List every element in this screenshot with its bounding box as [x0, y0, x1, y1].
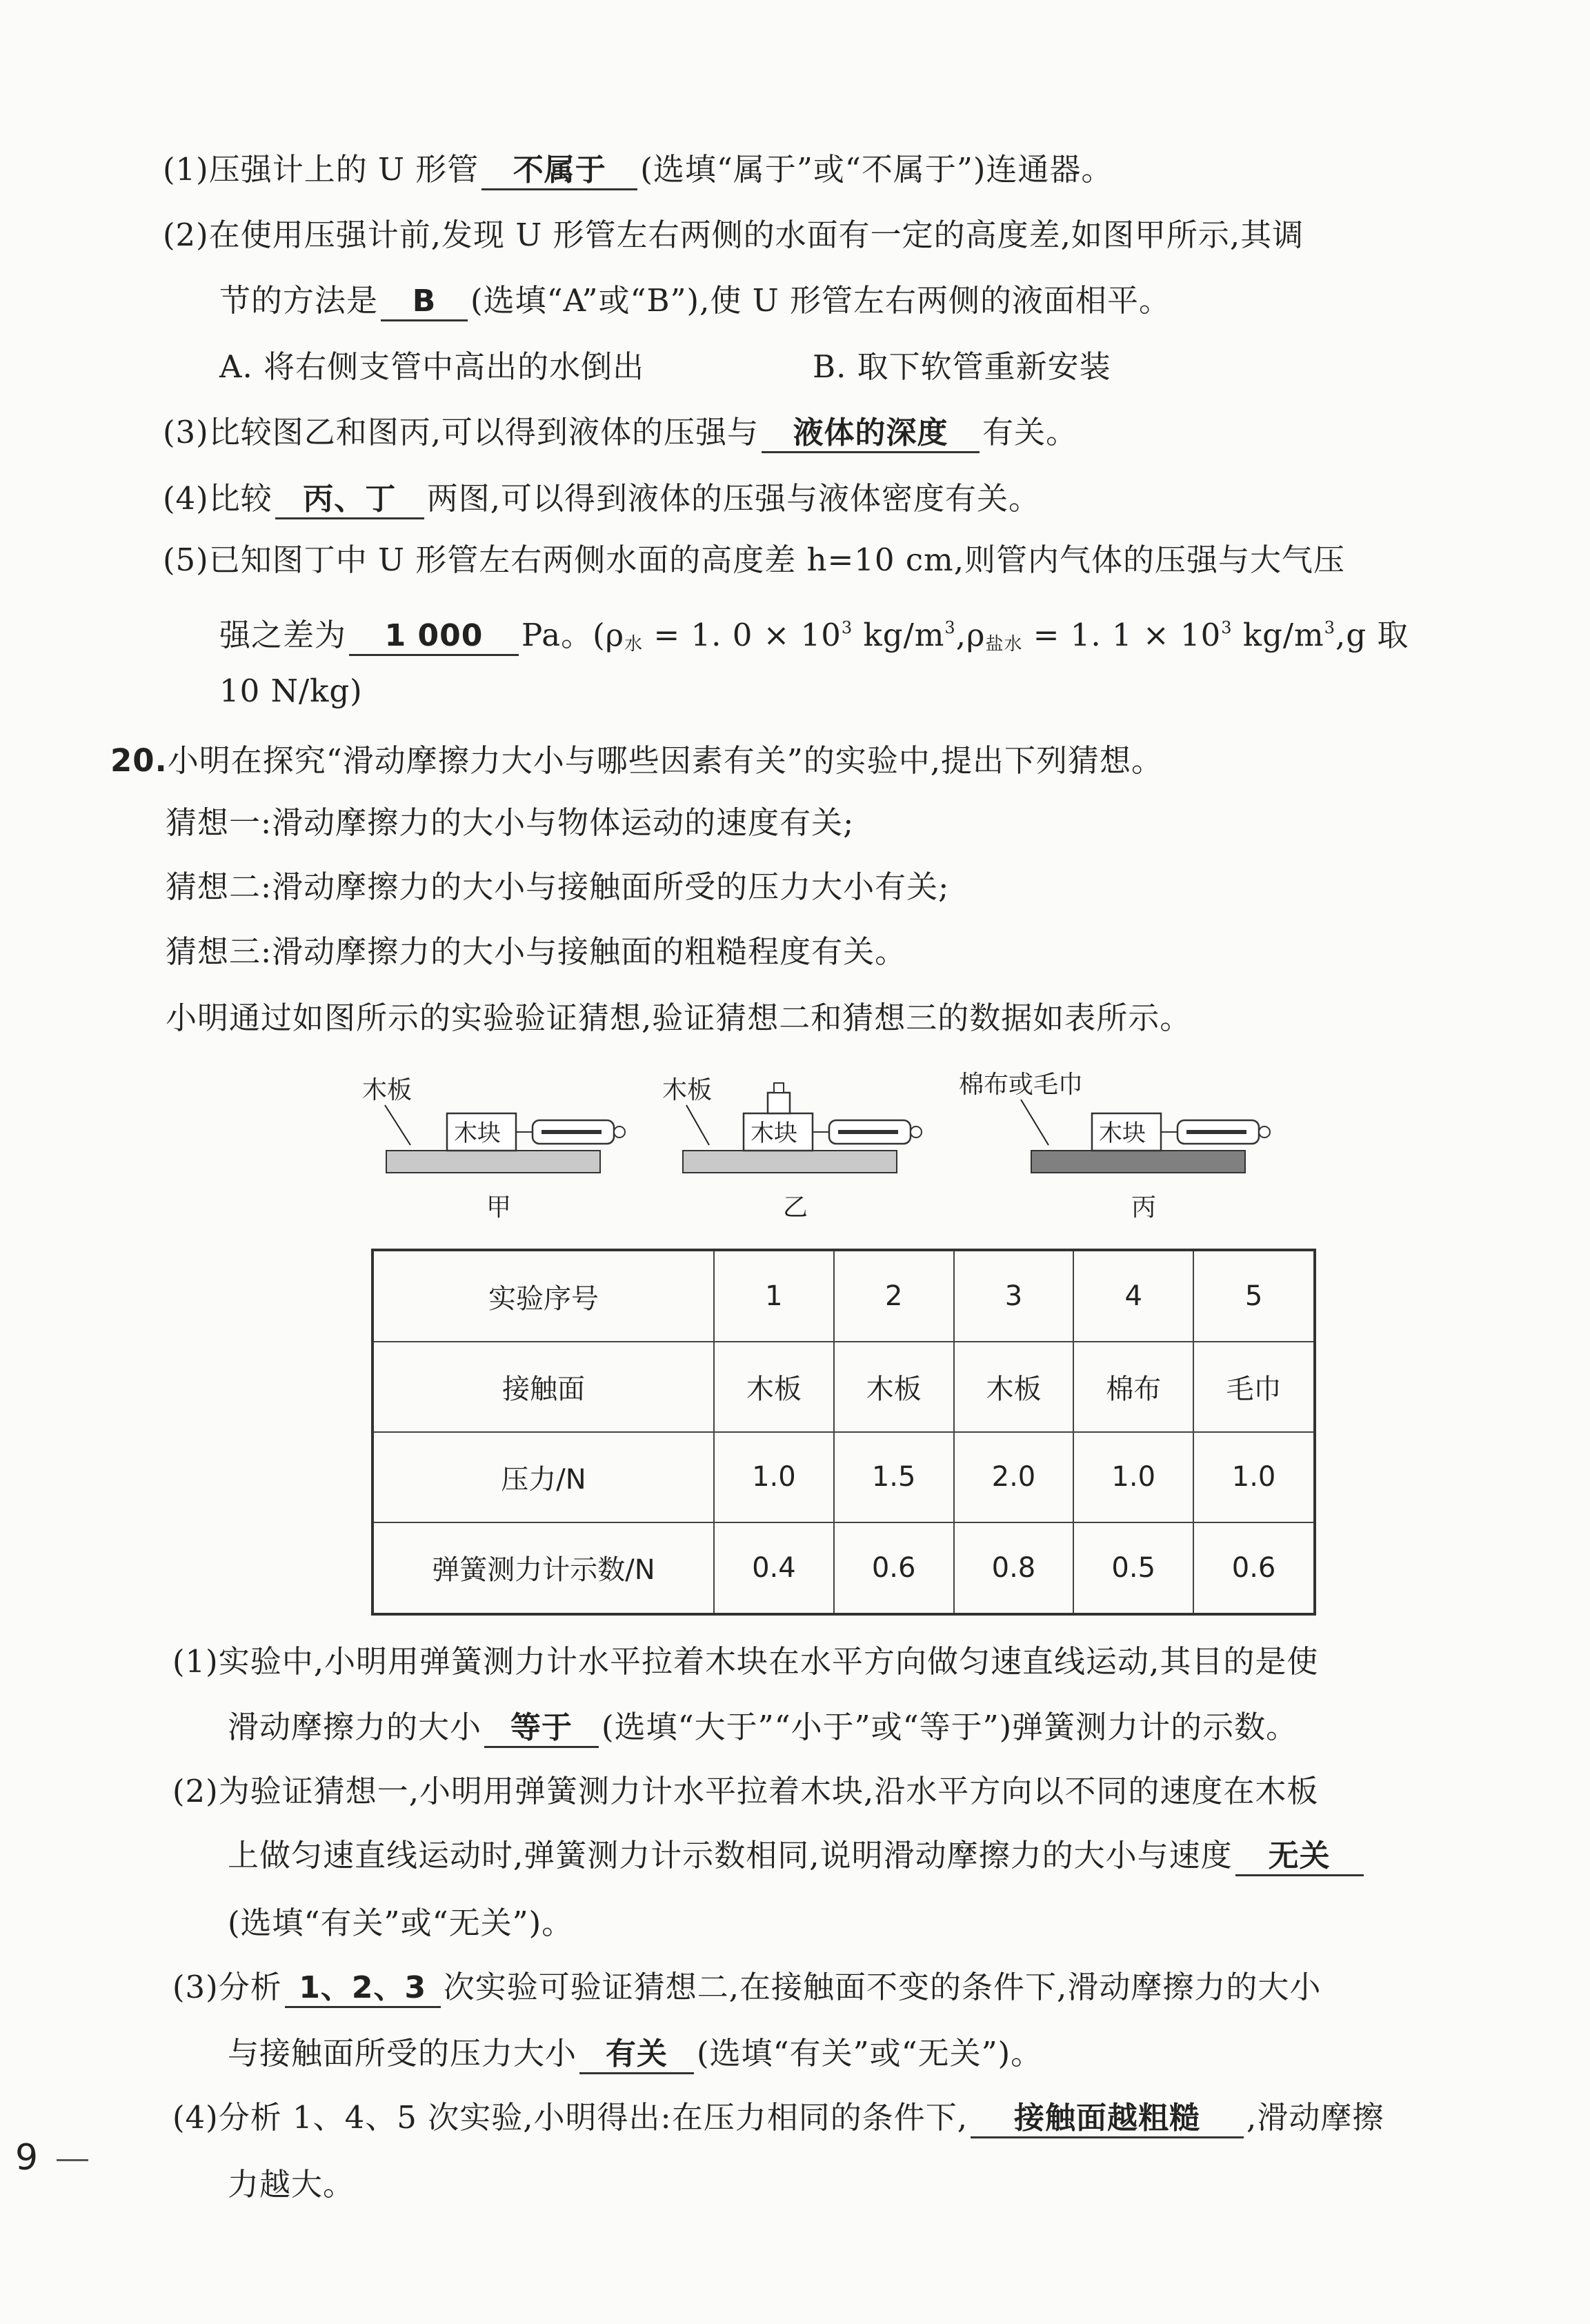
- answer-blank: 液体的深度: [762, 415, 980, 453]
- q19-part2-line1: (2)在使用压强计前,发现 U 形管左右两侧的水面有一定的高度差,如图甲所示,其调: [163, 217, 1304, 253]
- table-cell: 2: [834, 1250, 954, 1342]
- option-a: A. 将右侧支管中高出的水倒出: [219, 348, 645, 385]
- q20-part1-line1: (1)实验中,小明用弹簧测力计水平拉着木块在水平方向做匀速直线运动,其目的是使: [172, 1643, 1319, 1680]
- table-cell: 1.5: [834, 1432, 954, 1522]
- row-header: 压力/N: [372, 1432, 714, 1522]
- guess-2: 猜想二:滑动摩擦力的大小与接触面所受的压力大小有关;: [166, 868, 950, 905]
- q20-p1-text: (选填“大于”“小于”或“等于”)弹簧测力计的示数。: [602, 1709, 1298, 1745]
- surface-label: 棉布或毛巾: [959, 1071, 1084, 1099]
- answer-blank: 等于: [484, 1710, 599, 1748]
- experiment-diagram: [352, 1062, 1304, 1228]
- answer-blank: 丙、丁: [275, 481, 424, 519]
- guess-3: 猜想三:滑动摩擦力的大小与接触面的粗糙程度有关。: [166, 933, 907, 970]
- answer-blank: 1、2、3: [285, 1970, 441, 2008]
- q19-p1-text: (1)压强计上的 U 形管: [163, 151, 479, 188]
- spring-scale: [1161, 1120, 1270, 1144]
- answer-blank: 接触面越粗糙: [971, 2100, 1244, 2138]
- figure-caption: 甲: [486, 1193, 512, 1222]
- subscript: 水: [624, 634, 644, 655]
- q19-part4: [163, 478, 1040, 519]
- q19-p2-text: (选填“A”或“B”),使 U 形管左右两侧的液面相平。: [470, 282, 1171, 319]
- table-row: [372, 1522, 1315, 1614]
- surface-label: 木板: [662, 1076, 713, 1104]
- figure-jia: [362, 1076, 625, 1222]
- q19-p5-text: ,ρ: [955, 617, 986, 653]
- spring-scale: [516, 1120, 625, 1144]
- table-cell: 0.6: [834, 1522, 954, 1614]
- q19-p4-text: (4)比较: [163, 480, 272, 517]
- q20-description: 小明通过如图所示的实验验证猜想,验证猜想二和猜想三的数据如表所示。: [166, 1000, 1192, 1036]
- figure-yi: [662, 1076, 922, 1222]
- q19-part5-line2: [219, 607, 1409, 665]
- q20-p3-text: 与接触面所受的压力大小: [228, 2035, 577, 2072]
- superscript: 3: [944, 618, 956, 637]
- table-cell: 0.6: [1193, 1522, 1315, 1614]
- q20-intro: [110, 740, 1163, 782]
- q20-part4-line2: 力越大。: [228, 2166, 355, 2203]
- table-cell: 棉布: [1073, 1342, 1193, 1432]
- q20-part1-line2: [228, 1707, 1298, 1748]
- board-surface: [683, 1151, 897, 1173]
- table-cell: 4: [1073, 1250, 1193, 1342]
- q19-part3: [163, 412, 1077, 453]
- row-header: 接触面: [372, 1342, 714, 1432]
- block-label: 木块: [751, 1120, 797, 1147]
- q20-part2-line3: (选填“有关”或“无关”)。: [228, 1905, 574, 1941]
- table-row: [372, 1250, 1315, 1342]
- question-number: 20.: [110, 742, 168, 779]
- q19-p1-text: (选填“属于”或“不属于”)连通器。: [640, 151, 1113, 188]
- q19-p4-text: 两图,可以得到液体的压强与液体密度有关。: [426, 480, 1041, 517]
- q19-p3-text: (3)比较图乙和图丙,可以得到液体的压强与: [163, 414, 759, 450]
- q20-p3-text: (选填“有关”或“无关”)。: [697, 2035, 1043, 2072]
- q19-p3-text: 有关。: [982, 414, 1078, 450]
- guess-1: 猜想一:滑动摩擦力的大小与物体运动的速度有关;: [166, 804, 855, 841]
- surface-label: 木板: [362, 1076, 413, 1104]
- q20-p4-text: (4)分析 1、4、5 次实验,小明得出:在压力相同的条件下,: [172, 2099, 968, 2136]
- subscript: 盐水: [985, 634, 1023, 655]
- q19-part5-line1: (5)已知图丁中 U 形管左右两侧水面的高度差 h=10 cm,则管内气体的压强与大气压: [163, 542, 1346, 578]
- q19-p5-text: kg/m: [1232, 617, 1324, 653]
- answer-blank: 有关: [579, 2036, 694, 2074]
- q19-p5-text: kg/m: [853, 617, 945, 653]
- page-number: 9: [15, 2137, 39, 2178]
- table-cell: 木板: [954, 1342, 1074, 1432]
- weight-icon: [768, 1083, 790, 1113]
- row-header: 实验序号: [372, 1250, 714, 1342]
- table-cell: 0.4: [714, 1522, 834, 1614]
- table-cell: 1.0: [714, 1432, 834, 1522]
- q20-p4-text: ,滑动摩擦: [1246, 2099, 1384, 2136]
- q20-p1-text: 滑动摩擦力的大小: [228, 1709, 482, 1745]
- table-cell: 1.0: [1073, 1432, 1193, 1522]
- table-row: [372, 1342, 1315, 1432]
- block-label: 木块: [454, 1120, 501, 1147]
- option-b: B. 取下软管重新安装: [813, 348, 1111, 385]
- q20-part2-line2: [228, 1835, 1367, 1876]
- answer-blank: 无关: [1235, 1838, 1364, 1876]
- q19-p5-text: ,g 取: [1335, 617, 1409, 653]
- answer-blank: 不属于: [481, 152, 637, 190]
- table-cell: 木板: [714, 1342, 834, 1432]
- superscript: 3: [1221, 618, 1233, 637]
- table-cell: 1.0: [1193, 1432, 1315, 1522]
- superscript: 3: [841, 618, 853, 637]
- q20-p3-text: 次实验可验证猜想二,在接触面不变的条件下,滑动摩擦力的大小: [443, 1969, 1322, 2005]
- q19-p2-text: 节的方法是: [219, 282, 379, 319]
- row-header: 弹簧测力计示数/N: [372, 1522, 714, 1614]
- q19-p5-text: 强之差为: [219, 617, 347, 653]
- page-number-dash: [57, 2159, 88, 2161]
- table-cell: 0.5: [1073, 1522, 1193, 1614]
- block-label: 木块: [1099, 1120, 1146, 1147]
- spring-scale: [813, 1120, 922, 1144]
- table-cell: 1: [714, 1250, 834, 1342]
- q20-p2-text: 上做匀速直线运动时,弹簧测力计示数相同,说明滑动摩擦力的大小与速度: [228, 1837, 1233, 1874]
- table-cell: 3: [954, 1250, 1074, 1342]
- q19-part5-line3: 10 N/kg): [219, 673, 363, 709]
- table-cell: 毛巾: [1193, 1342, 1315, 1432]
- cloth-surface: [1031, 1151, 1245, 1173]
- q20-p3-text: (3)分析: [172, 1969, 282, 2005]
- q19-p5-text: = 1. 0 × 10: [643, 617, 842, 653]
- figure-caption: 乙: [783, 1193, 808, 1222]
- q20-part3-line1: [172, 1967, 1321, 2008]
- answer-blank: B: [381, 284, 468, 321]
- q20-part3-line2: [228, 2033, 1042, 2074]
- q20-part4-line1: [172, 2097, 1384, 2138]
- table-cell: 2.0: [954, 1432, 1074, 1522]
- answer-blank: 1 000: [349, 618, 519, 656]
- q20-intro-text: 小明在探究“滑动摩擦力大小与哪些因素有关”的实验中,提出下列猜想。: [167, 742, 1164, 779]
- q20-part2-line1: (2)为验证猜想一,小明用弹簧测力计水平拉着木块,沿水平方向以不同的速度在木板: [172, 1773, 1319, 1809]
- data-table: [371, 1249, 1316, 1616]
- table-cell: 木板: [834, 1342, 954, 1432]
- q19-p5-text: Pa。(ρ: [521, 617, 625, 653]
- q19-part2-line2: [219, 280, 1171, 321]
- q19-part1: [163, 149, 1113, 190]
- figure-caption: 丙: [1131, 1193, 1157, 1222]
- figure-bing: [959, 1071, 1270, 1222]
- table-cell: 5: [1193, 1250, 1315, 1342]
- table-row: [372, 1432, 1315, 1522]
- table-cell: 0.8: [954, 1522, 1074, 1614]
- board-surface: [386, 1151, 600, 1173]
- q19-p5-text: = 1. 1 × 10: [1022, 617, 1222, 653]
- superscript: 3: [1324, 618, 1336, 637]
